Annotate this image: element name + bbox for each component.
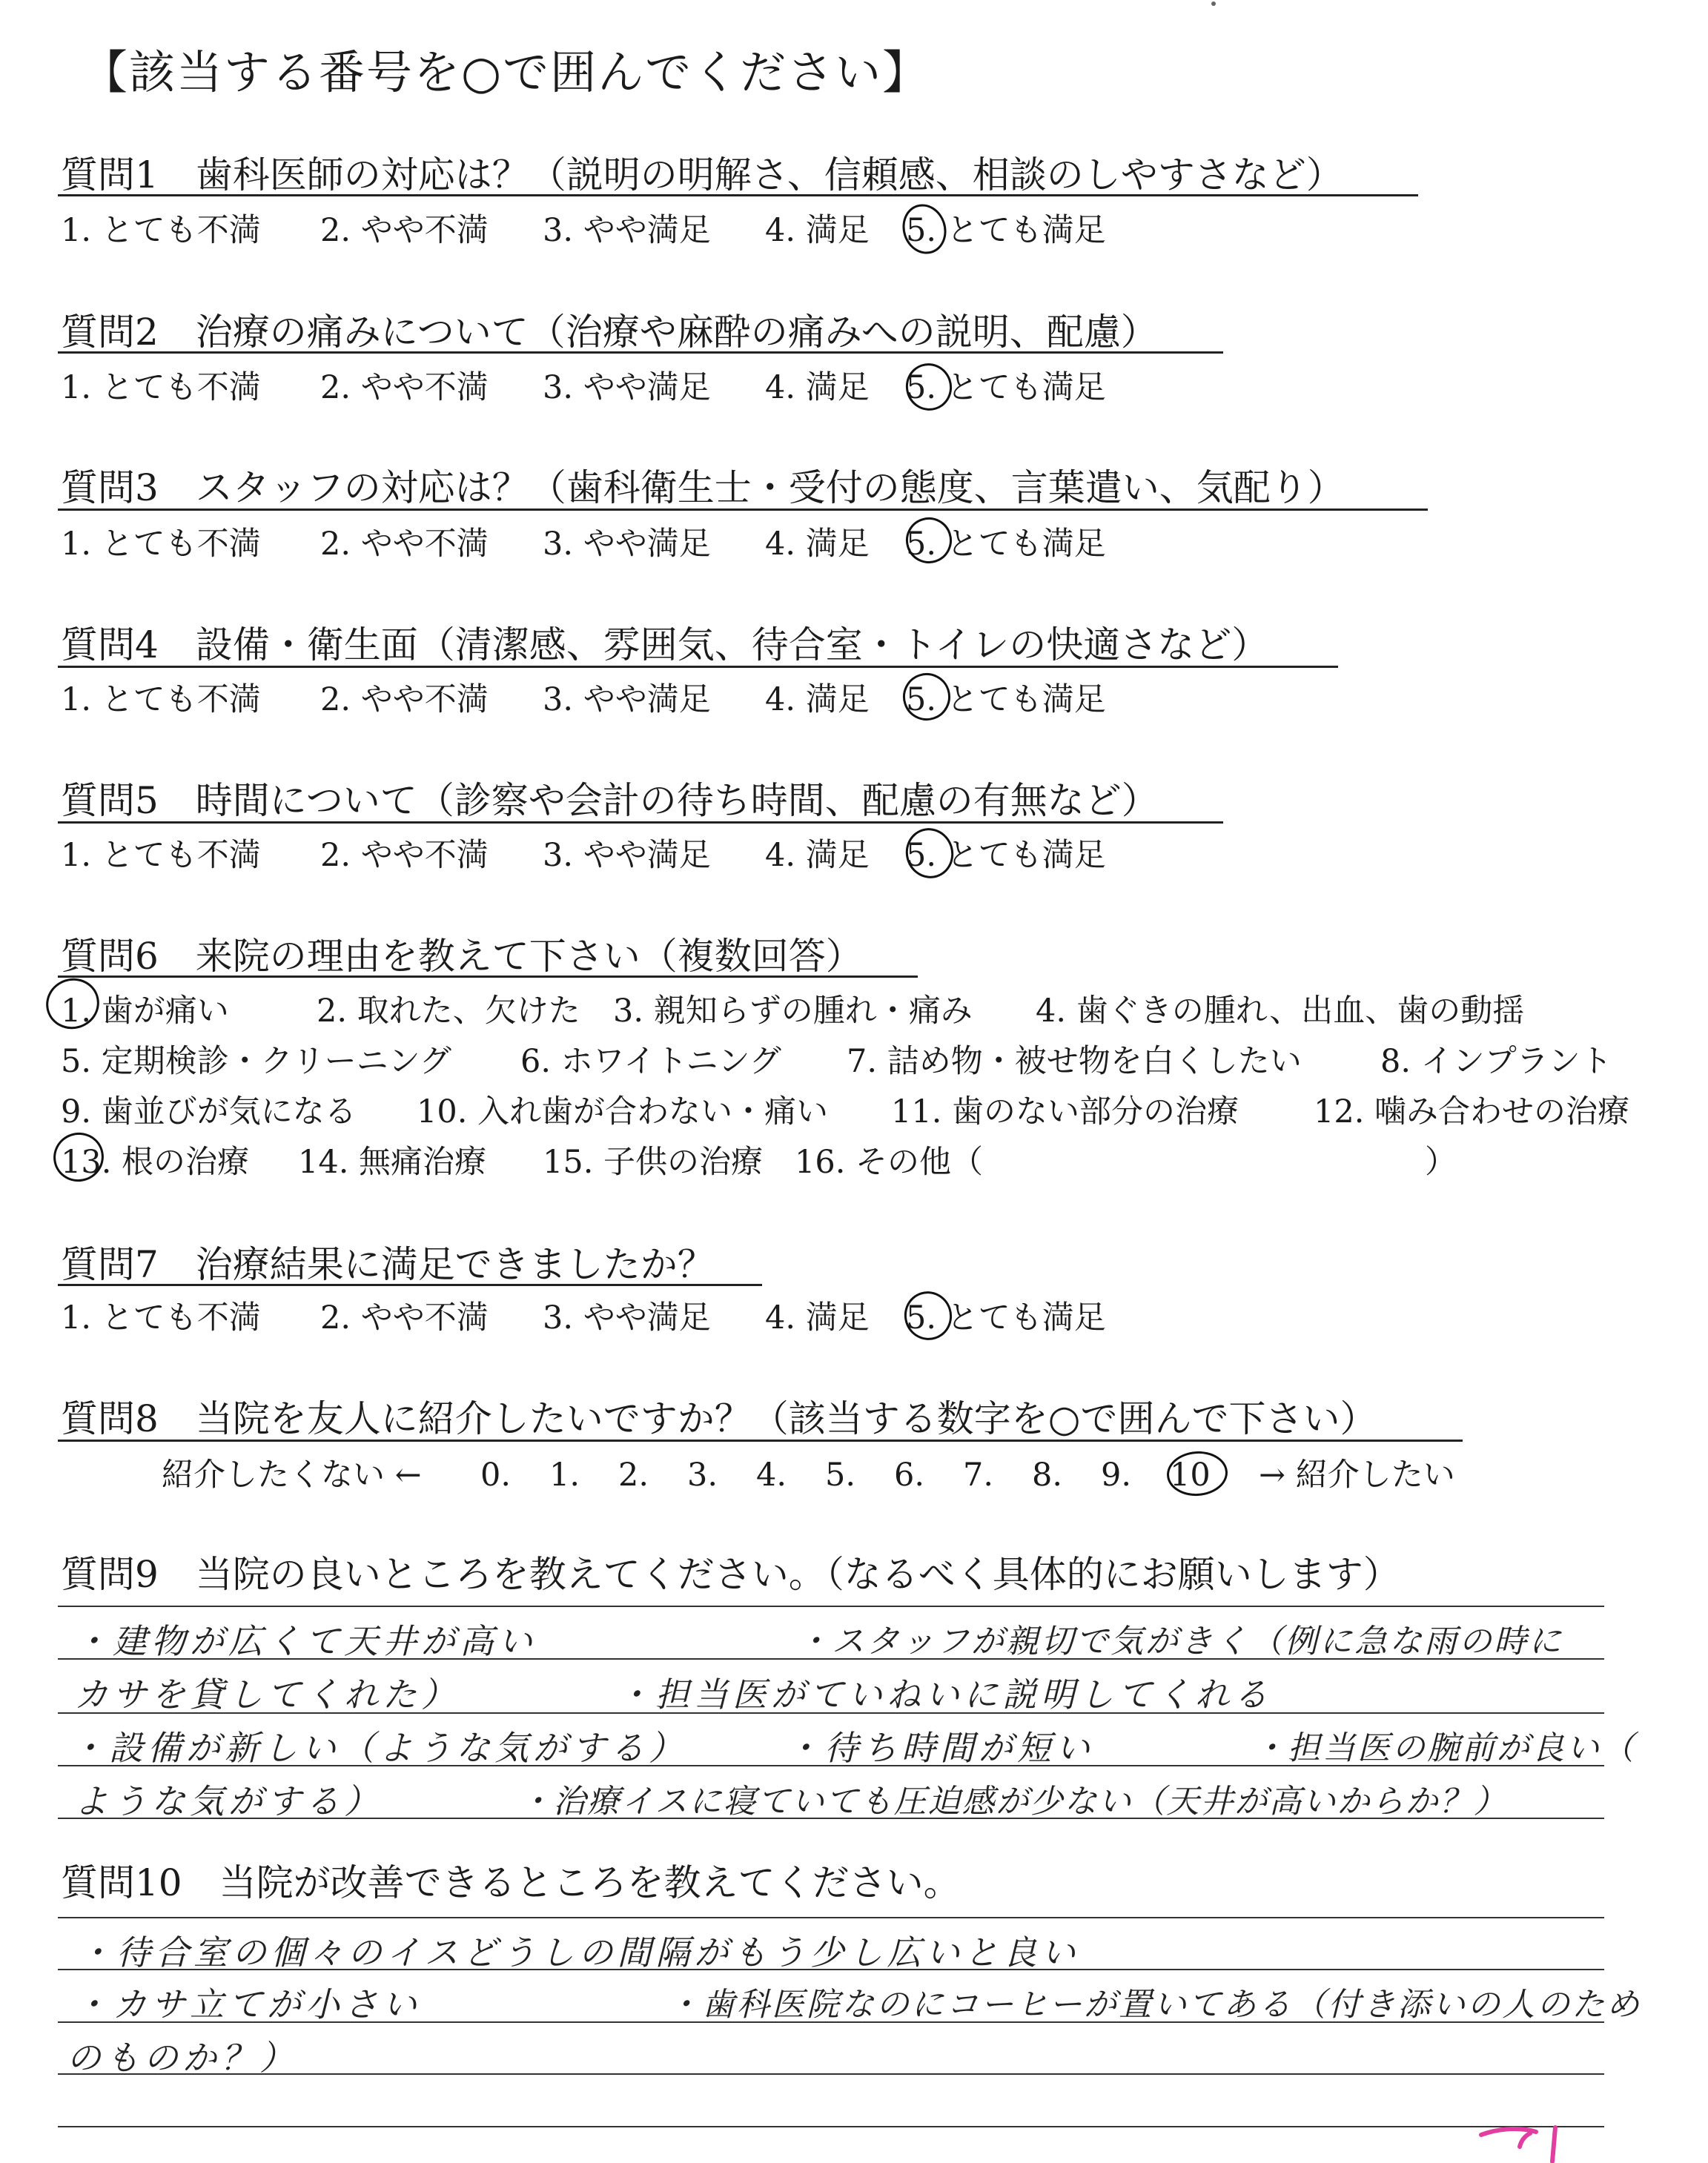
option-4[interactable]: 4. 満足 (765, 681, 870, 718)
option-1[interactable]: 1. とても不満 (61, 526, 261, 563)
answer-line (58, 2126, 1604, 2127)
reason-row-1 (61, 986, 1524, 1031)
handwritten-answer: ・担当医の腕前が良い（ (1253, 1729, 1636, 1767)
handwritten-answer: のものか？） (67, 2038, 298, 2078)
score-10[interactable]: 10 (1170, 1457, 1211, 1494)
handwritten-answer: ・設備が新しい（ような気がする） (70, 1728, 687, 1768)
score-2[interactable]: 2. (618, 1457, 649, 1494)
option-4[interactable]: 4. 満足 (765, 526, 870, 563)
question-6-underline (58, 975, 918, 978)
handwritten-answer: ・カサ立てが小さい (74, 1984, 421, 2024)
referral-scale (162, 1450, 1455, 1495)
score-8[interactable]: 8. (1032, 1457, 1063, 1494)
option-3[interactable]: 3. やや満足 (543, 526, 711, 563)
reason-option[interactable]: 15. 子供の治療 (543, 1144, 764, 1181)
option-2[interactable]: 2. やや不満 (320, 526, 489, 563)
option-1[interactable]: 1. とても不満 (61, 369, 261, 406)
question-10-title: 質問10 当院が改善できるところを教えてください。 (61, 1861, 961, 1904)
option-5[interactable]: 5. とても満足 (906, 681, 1106, 718)
reason-option[interactable]: 16. その他（ (795, 1144, 984, 1181)
question-1-scale (61, 205, 1106, 251)
score-6[interactable]: 6. (894, 1457, 925, 1494)
option-3[interactable]: 3. やや満足 (543, 681, 711, 718)
question-3-underline (58, 509, 1428, 511)
reason-option[interactable]: 8. インプラント (1380, 1043, 1612, 1080)
handwritten-answer: ような気がする） (74, 1781, 383, 1821)
option-3[interactable]: 3. やや満足 (543, 369, 711, 406)
answer-line (58, 1606, 1604, 1607)
question-8-title: 質問8 当院を友人に紹介したいですか？（該当する数字を○で囲んで下さい） (61, 1397, 1377, 1440)
handwritten-answer: ・歯科医院なのにコーヒーが置いてある（付き添いの人のため (667, 1986, 1642, 2024)
option-4[interactable]: 4. 満足 (765, 212, 870, 249)
option-5[interactable]: 5. とても満足 (906, 1299, 1106, 1336)
answer-line (58, 1917, 1604, 1918)
reason-option[interactable]: 2. 取れた、欠けた (317, 993, 580, 1030)
option-2[interactable]: 2. やや不満 (320, 369, 489, 406)
option-5[interactable]: 5. とても満足 (906, 212, 1106, 249)
score-4[interactable]: 4. (756, 1457, 787, 1494)
reason-option[interactable]: 7. 詰め物・被せ物を白くしたい (847, 1043, 1302, 1080)
pink-marker-stroke (1475, 2119, 1572, 2163)
option-4[interactable]: 4. 満足 (765, 369, 870, 406)
score-1[interactable]: 1. (549, 1457, 580, 1494)
handwritten-answer: ・担当医がていねいに説明してくれる (617, 1675, 1272, 1715)
question-7-title: 質問7 治療結果に満足できましたか？ (61, 1243, 715, 1286)
reason-option[interactable]: 5. 定期検診・クリーニング (61, 1043, 451, 1080)
option-3[interactable]: 3. やや満足 (543, 1299, 711, 1336)
reason-option[interactable]: 11. 歯のない部分の治療 (891, 1093, 1239, 1130)
option-1[interactable]: 1. とても不満 (61, 681, 261, 718)
reason-row-3 (61, 1087, 1629, 1132)
option-5[interactable]: 5. とても満足 (906, 526, 1106, 563)
handwritten-answer: ・スタッフが親切で気がきく（例に急な雨の時に (797, 1623, 1563, 1660)
question-1-underline (58, 194, 1418, 196)
option-2[interactable]: 2. やや不満 (320, 681, 489, 718)
question-7-underline (58, 1284, 762, 1286)
question-5-underline (58, 821, 1223, 824)
handwritten-answer: ・待ち時間が短い (786, 1728, 1094, 1768)
other-close-paren: ） (1425, 1144, 1457, 1181)
handwritten-answer: カサを貸してくれた） (74, 1675, 460, 1715)
question-3-title: 質問3 スタッフの対応は？（歯科衛生士・受付の態度、言葉遣い、気配り） (61, 466, 1345, 509)
option-5[interactable]: 5. とても満足 (906, 369, 1106, 406)
question-4-title: 質問4 設備・衛生面（清潔感、雰囲気、待合室・トイレの快適さなど） (61, 623, 1269, 666)
reason-option[interactable]: 14. 無痛治療 (298, 1144, 487, 1181)
question-2-title: 質問2 治療の痛みについて（治療や麻酔の痛みへの説明、配慮） (61, 311, 1158, 354)
page-title: 【該当する番号を○で囲んでください】 (82, 45, 930, 99)
reason-option[interactable]: 1. 歯が痛い (61, 993, 229, 1030)
option-2[interactable]: 2. やや不満 (320, 212, 489, 249)
question-2-underline (58, 351, 1223, 354)
reason-option[interactable]: 4. 歯ぐきの腫れ、出血、歯の動揺 (1036, 993, 1525, 1030)
handwritten-answer: ・建物が広くて天井が高い (74, 1621, 537, 1661)
score-7[interactable]: 7. (963, 1457, 994, 1494)
reason-option[interactable]: 9. 歯並びが気になる (61, 1093, 357, 1130)
question-6-title: 質問6 来院の理由を教えて下さい（複数回答） (61, 935, 863, 978)
option-1[interactable]: 1. とても不満 (61, 1299, 261, 1336)
question-4-underline (58, 666, 1338, 668)
recommend-label: → 紹介したい (1259, 1457, 1455, 1494)
reason-option[interactable]: 10. 入れ歯が合わない・痛い (417, 1093, 829, 1130)
stray-mark (1208, 0, 1219, 7)
handwritten-answer: ・待合室の個々のイスどうしの間隔がもう少し広いと良い (78, 1932, 1080, 1972)
score-0[interactable]: 0. (480, 1457, 512, 1494)
reason-row-4 (61, 1137, 1457, 1182)
reason-option[interactable]: 12. 噛み合わせの治療 (1314, 1093, 1630, 1130)
question-5-title: 質問5 時間について（診察や会計の待ち時間、配慮の有無など） (61, 779, 1159, 822)
option-4[interactable]: 4. 満足 (765, 837, 870, 874)
score-5[interactable]: 5. (825, 1457, 856, 1494)
score-9[interactable]: 9. (1101, 1457, 1132, 1494)
question-1-title: 質問1 歯科医師の対応は？（説明の明解さ、信頼感、相談のしやすさなど） (61, 153, 1343, 196)
reason-row-2 (61, 1036, 1612, 1082)
option-2[interactable]: 2. やや不満 (320, 837, 489, 874)
option-3[interactable]: 3. やや満足 (543, 212, 711, 249)
option-2[interactable]: 2. やや不満 (320, 1299, 489, 1336)
reason-option[interactable]: 3. 親知らずの腫れ・痛み (613, 993, 973, 1030)
option-1[interactable]: 1. とても不満 (61, 837, 261, 874)
not-recommend-label: 紹介したくない ← (162, 1457, 422, 1494)
handwritten-answer: ・治療イスに寝ていても圧迫感が少ない（天井が高いからか？） (519, 1783, 1508, 1821)
option-5[interactable]: 5. とても満足 (906, 837, 1106, 874)
question-9-title: 質問9 当院の良いところを教えてください。（なるべく具体的にお願いします） (61, 1553, 1400, 1596)
option-3[interactable]: 3. やや満足 (543, 837, 711, 874)
option-4[interactable]: 4. 満足 (765, 1299, 870, 1336)
question-8-underline (58, 1440, 1463, 1442)
option-1[interactable]: 1. とても不満 (61, 212, 261, 249)
reason-option[interactable]: 6. ホワイトニング (520, 1043, 781, 1080)
score-3[interactable]: 3. (687, 1457, 718, 1494)
reason-option[interactable]: 13. 根の治療 (61, 1144, 250, 1181)
